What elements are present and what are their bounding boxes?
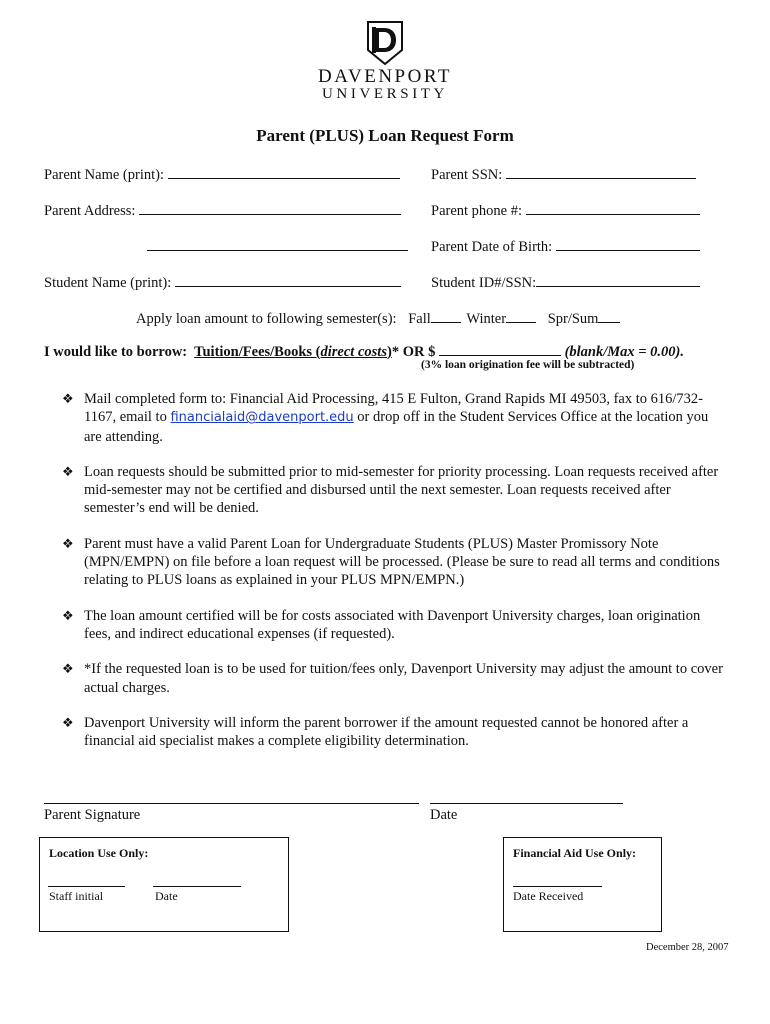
parent-address-field[interactable] (44, 200, 401, 220)
list-item (62, 390, 727, 446)
list-item (62, 463, 727, 518)
logo-wordmark-university: UNIVERSITY (322, 86, 448, 102)
fa-box-title: Financial Aid Use Only: (513, 846, 637, 860)
staff-initial-label: Staff initial (49, 889, 104, 903)
student-id-label: Student ID#/SSN: (431, 275, 537, 291)
parent-dob-line[interactable] (556, 236, 700, 251)
origination-fee-note: (3% loan origination fee will be subtracted) (421, 359, 635, 371)
diamond-bullet-icon: ❖ (62, 391, 74, 406)
borrow-blank-max: (blank/Max = 0.00). (564, 344, 684, 360)
parent-name-label: Parent Name (print): (44, 167, 164, 183)
diamond-bullet-icon: ❖ (62, 463, 74, 479)
semester-winter-line[interactable] (506, 308, 536, 323)
borrow-direct-costs: direct costs (320, 344, 387, 360)
semester-fall-line[interactable] (431, 308, 461, 323)
parent-dob-field[interactable] (431, 236, 700, 256)
university-logo (318, 20, 452, 102)
location-box-title: Location Use Only: (49, 846, 149, 860)
borrow-row (44, 341, 684, 361)
diamond-bullet-icon: ❖ (62, 661, 74, 677)
email-link[interactable]: financialaid@davenport.edu (170, 410, 354, 426)
borrow-close-paren: ) (386, 344, 392, 360)
semester-spring-label: Spr/Sum (547, 311, 599, 327)
semester-winter-label: Winter (466, 311, 507, 327)
student-id-field[interactable] (431, 272, 700, 292)
financial-aid-use-box (503, 837, 662, 932)
bullet-text: Davenport University will inform the parent borrower if the amount requested cannot be honored after a financial aid specialist makes a complete eligibility determination. (84, 714, 689, 750)
location-date-label: Date (155, 889, 178, 903)
student-id-line[interactable] (536, 272, 700, 287)
parent-phone-label: Parent phone #: (431, 203, 523, 219)
parent-name-line[interactable] (168, 164, 400, 179)
parent-ssn-line[interactable] (506, 164, 696, 179)
parent-signature-line[interactable] (44, 803, 419, 804)
list-item (62, 660, 727, 697)
bullet-text: Loan requests should be submitted prior to mid-semester for priority processing. Loan requests received after mid-semester may not be certified and disbursed until the next semester. Loan requests received after semester’s end will be denied. (84, 463, 719, 517)
location-date-line[interactable] (153, 886, 241, 887)
semester-row (136, 308, 620, 328)
parent-address-line[interactable] (139, 200, 401, 215)
student-name-line[interactable] (175, 272, 401, 287)
logo-wordmark-davenport: DAVENPORT (318, 66, 452, 87)
list-item (62, 714, 727, 751)
signature-date-line[interactable] (430, 803, 623, 804)
location-use-box (39, 837, 289, 932)
parent-signature-label: Parent Signature (44, 807, 141, 823)
parent-phone-field[interactable] (431, 200, 700, 220)
signature-date-label: Date (430, 807, 458, 823)
bullet-text: The loan amount certified will be for costs associated with Davenport University charges, loan origination fees, and indirect educational expenses (if requested). (84, 607, 701, 642)
list-item (62, 535, 727, 590)
list-item (62, 607, 727, 644)
diamond-bullet-icon: ❖ (62, 535, 74, 551)
bullet-text: Parent must have a valid Parent Loan for Undergraduate Students (PLUS) Master Promissory Note (MPN/EMPN) on file before a loan request will be processed. (Please be sure to read all terms and conditions relating to PLUS loans as explained in your PLUS MPN/EMPN.) (84, 535, 720, 589)
semester-spring-line[interactable] (598, 308, 620, 323)
bullet-text-cont: or drop off in the Student Services Office at the location you are attending. (84, 409, 709, 445)
semester-fall-label: Fall (408, 311, 431, 327)
diamond-bullet-icon: ❖ (62, 714, 74, 730)
borrow-lead: I would like to borrow: (44, 344, 188, 360)
staff-initial-line[interactable] (48, 886, 125, 887)
parent-address-label: Parent Address: (44, 203, 136, 219)
borrow-star-or: * OR $ (391, 344, 436, 360)
parent-address-line-2[interactable] (147, 250, 408, 251)
parent-ssn-label: Parent SSN: (431, 167, 503, 183)
instructions-list (62, 390, 727, 767)
diamond-bullet-icon: ❖ (62, 607, 74, 623)
bullet-text: *If the requested loan is to be used for tuition/fees only, Davenport University may adjust the amount to cover actual charges. (84, 661, 723, 696)
shield-monogram-icon (365, 20, 405, 66)
borrow-amount-line[interactable] (439, 341, 561, 356)
student-name-label: Student Name (print): (44, 275, 172, 291)
parent-ssn-field[interactable] (431, 164, 696, 184)
parent-dob-label: Parent Date of Birth: (431, 239, 553, 255)
date-received-label: Date Received (513, 889, 584, 903)
bullet-text: Mail completed form to: Financial Aid Processing, 415 E Fulton, Grand Rapids MI 49503, fax to 616/732-1167, email to (84, 391, 703, 426)
footer-date: December 28, 2007 (646, 942, 729, 953)
borrow-tuition (194, 344, 392, 360)
form-title: Parent (PLUS) Loan Request Form (256, 126, 514, 145)
borrow-tuition-text: Tuition/Fees/Books ( (194, 344, 321, 360)
student-name-field[interactable] (44, 272, 401, 292)
parent-name-field[interactable] (44, 164, 400, 184)
semester-label: Apply loan amount to following semester(s): (136, 311, 397, 327)
date-received-line[interactable] (513, 886, 602, 887)
parent-phone-line[interactable] (526, 200, 700, 215)
